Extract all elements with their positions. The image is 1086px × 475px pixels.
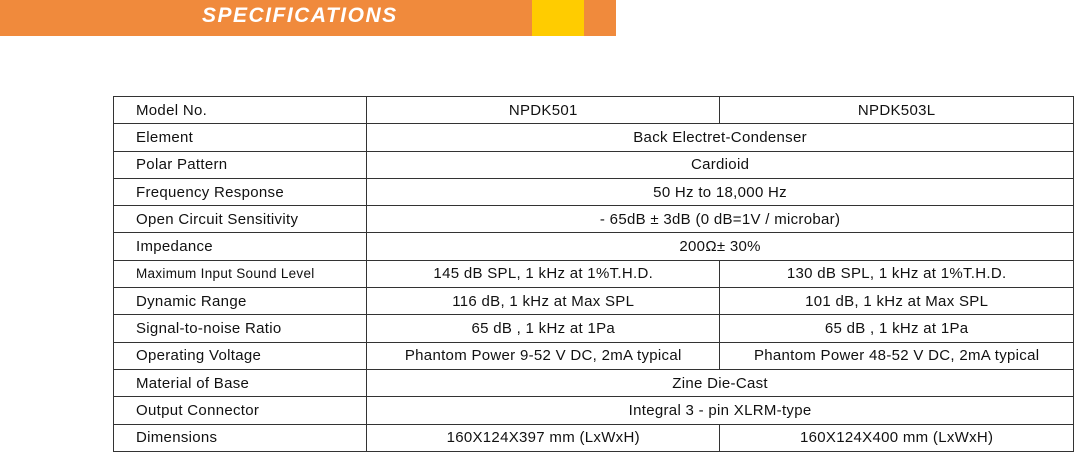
row-value-npdk501: 65 dB , 1 kHz at 1Pa <box>367 315 720 342</box>
section-banner <box>0 0 616 36</box>
table-header-row <box>114 97 1074 124</box>
table-row <box>114 315 1074 342</box>
row-value: Integral 3 - pin XLRM-type <box>367 397 1074 424</box>
row-value-npdk503l: 65 dB , 1 kHz at 1Pa <box>720 315 1074 342</box>
table-row <box>114 233 1074 260</box>
row-label: Signal-to-noise Ratio <box>114 315 367 342</box>
table-row <box>114 288 1074 315</box>
row-value-npdk503l: 160X124X400 mm (LxWxH) <box>720 424 1074 451</box>
row-label: Material of Base <box>114 369 367 396</box>
section-title: SPECIFICATIONS <box>202 4 398 27</box>
row-label: Element <box>114 124 367 151</box>
row-label: Output Connector <box>114 397 367 424</box>
table-row <box>114 342 1074 369</box>
row-value-npdk503l: 130 dB SPL, 1 kHz at 1%T.H.D. <box>720 260 1074 287</box>
row-label: Maximum Input Sound Level <box>114 260 367 287</box>
row-value-npdk501: 160X124X397 mm (LxWxH) <box>367 424 720 451</box>
row-label: Frequency Response <box>114 178 367 205</box>
table-row <box>114 369 1074 396</box>
table-row <box>114 206 1074 233</box>
row-value: - 65dB ± 3dB (0 dB=1V / microbar) <box>367 206 1074 233</box>
row-label: Operating Voltage <box>114 342 367 369</box>
table-row <box>114 397 1074 424</box>
row-value: 50 Hz to 18,000 Hz <box>367 178 1074 205</box>
banner-yellow-block <box>532 0 584 36</box>
table-row <box>114 260 1074 287</box>
row-value: Cardioid <box>367 151 1074 178</box>
row-value-npdk503l: Phantom Power 48-52 V DC, 2mA typical <box>720 342 1074 369</box>
table-row <box>114 124 1074 151</box>
row-label: Open Circuit Sensitivity <box>114 206 367 233</box>
row-label: Dynamic Range <box>114 288 367 315</box>
row-value-npdk501: 116 dB, 1 kHz at Max SPL <box>367 288 720 315</box>
row-label: Impedance <box>114 233 367 260</box>
row-value-npdk501: 145 dB SPL, 1 kHz at 1%T.H.D. <box>367 260 720 287</box>
row-value: Zine Die-Cast <box>367 369 1074 396</box>
specifications-table <box>113 96 1074 452</box>
row-value: 200Ω± 30% <box>367 233 1074 260</box>
table-row <box>114 151 1074 178</box>
table-header-npdk501: NPDK501 <box>367 97 720 124</box>
table-header-npdk503l: NPDK503L <box>720 97 1074 124</box>
row-value-npdk501: Phantom Power 9-52 V DC, 2mA typical <box>367 342 720 369</box>
row-label: Dimensions <box>114 424 367 451</box>
banner-orange-end <box>584 0 616 36</box>
row-value: Back Electret-Condenser <box>367 124 1074 151</box>
table-row <box>114 178 1074 205</box>
row-value-npdk503l: 101 dB, 1 kHz at Max SPL <box>720 288 1074 315</box>
table-header-model: Model No. <box>114 97 367 124</box>
row-label: Polar Pattern <box>114 151 367 178</box>
table-row <box>114 424 1074 451</box>
